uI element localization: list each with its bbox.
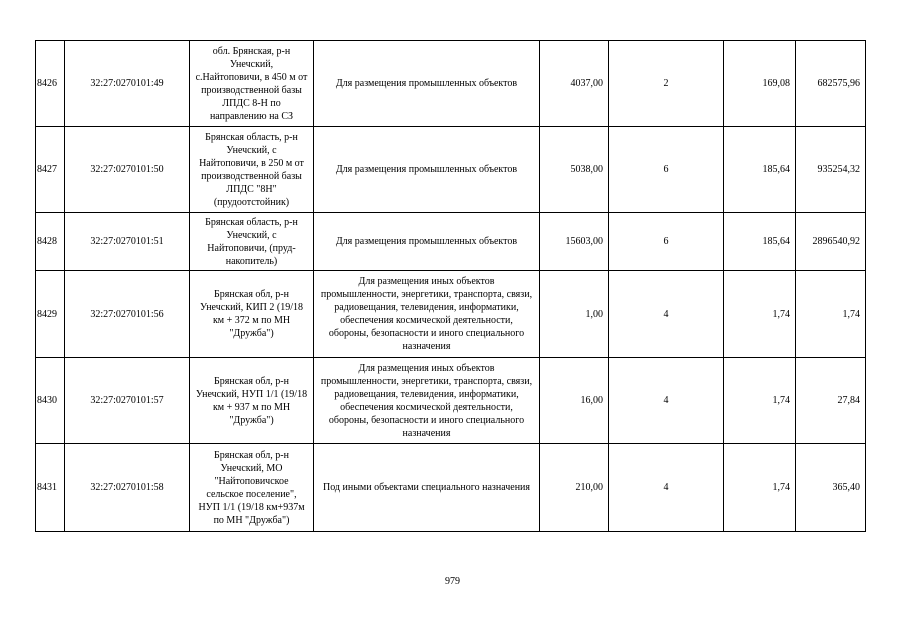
address-line: Брянская область, р-н bbox=[205, 216, 298, 228]
rate-cell: 1,74 bbox=[724, 271, 796, 358]
address-line: (прудоотстойник) bbox=[213, 196, 290, 208]
purpose-line: назначения bbox=[402, 427, 451, 439]
address-line: по МН "Дружба") bbox=[213, 514, 290, 526]
group-cell: 4 bbox=[609, 358, 724, 444]
value-cell: 2896540,92 bbox=[796, 213, 866, 271]
area-cell: 5038,00 bbox=[540, 127, 609, 213]
address-line: Брянская обл, р-н bbox=[214, 449, 289, 461]
purpose-cell bbox=[314, 41, 540, 127]
purpose-line: Для размещения иных объектов bbox=[358, 276, 495, 287]
address-line: с.Найтоповичи, в 450 м от bbox=[195, 71, 308, 83]
purpose-cell bbox=[314, 271, 540, 358]
purpose-line: радиовещания, телевидения, информатики, bbox=[334, 388, 519, 400]
row-number: 8426 bbox=[36, 41, 65, 127]
row-number: 8428 bbox=[36, 213, 65, 271]
area-cell: 4037,00 bbox=[540, 41, 609, 127]
value-cell: 935254,32 bbox=[796, 127, 866, 213]
address-line: сельское поселение", bbox=[206, 488, 297, 500]
land-register-table bbox=[35, 40, 866, 532]
cadastral-number: 32:27:0270101:57 bbox=[65, 358, 190, 444]
purpose-line: обороны, безопасности и иного специального bbox=[328, 414, 525, 426]
address-line: Унечский, с bbox=[226, 144, 277, 156]
area-cell: 210,00 bbox=[540, 444, 609, 532]
address-line: км + 372 м по МН bbox=[212, 315, 291, 326]
purpose-line: радиовещания, телевидения, информатики, bbox=[334, 302, 519, 313]
cadastral-number: 32:27:0270101:58 bbox=[65, 444, 190, 532]
purpose-line: обеспечения космической деятельности, bbox=[340, 401, 513, 413]
address-cell bbox=[190, 41, 314, 127]
table-row bbox=[36, 358, 866, 444]
group-cell: 4 bbox=[609, 271, 724, 358]
address-line: накопитель) bbox=[225, 255, 278, 267]
purpose-line: Для размещения промышленных объектов bbox=[335, 78, 518, 89]
purpose-cell bbox=[314, 127, 540, 213]
row-number: 8427 bbox=[36, 127, 65, 213]
address-line: направлению на СЗ bbox=[209, 110, 294, 122]
table-row bbox=[36, 41, 866, 127]
cadastral-number: 32:27:0270101:49 bbox=[65, 41, 190, 127]
purpose-line: промышленности, энергетики, транспорта, связи, bbox=[320, 375, 533, 387]
address-cell bbox=[190, 213, 314, 271]
address-line: км + 937 м по МН bbox=[212, 401, 291, 413]
purpose-line: Под иными объектами специального назначения bbox=[322, 482, 531, 493]
value-cell: 365,40 bbox=[796, 444, 866, 532]
area-cell: 16,00 bbox=[540, 358, 609, 444]
cadastral-number: 32:27:0270101:56 bbox=[65, 271, 190, 358]
address-line: Брянская обл, р-н bbox=[214, 375, 289, 387]
purpose-line: назначения bbox=[402, 341, 451, 352]
address-line: "Найтоповичское bbox=[214, 475, 289, 487]
purpose-cell bbox=[314, 358, 540, 444]
rate-cell: 185,64 bbox=[724, 213, 796, 271]
cadastral-number: 32:27:0270101:50 bbox=[65, 127, 190, 213]
address-line: Найтоповичи, (пруд- bbox=[207, 242, 296, 254]
rate-cell: 185,64 bbox=[724, 127, 796, 213]
address-line: "Дружба") bbox=[229, 414, 274, 426]
address-line: Унечский, с bbox=[226, 229, 277, 241]
group-cell: 6 bbox=[609, 213, 724, 271]
address-line: Брянская область, р-н bbox=[205, 131, 298, 143]
table-row bbox=[36, 444, 866, 532]
group-cell: 6 bbox=[609, 127, 724, 213]
purpose-line: обеспечения космической деятельности, bbox=[340, 315, 513, 326]
area-cell: 15603,00 bbox=[540, 213, 609, 271]
address-line: обл. Брянская, р-н bbox=[212, 45, 291, 57]
address-cell bbox=[190, 271, 314, 358]
address-cell bbox=[190, 127, 314, 213]
value-cell: 27,84 bbox=[796, 358, 866, 444]
address-line: производственной базы bbox=[201, 84, 302, 96]
address-line: ЛПДС 8-Н по bbox=[222, 97, 281, 109]
table-body bbox=[36, 41, 866, 532]
group-cell: 2 bbox=[609, 41, 724, 127]
address-line: "Дружба") bbox=[229, 328, 274, 339]
purpose-cell bbox=[314, 213, 540, 271]
address-line: НУП 1/1 (19/18 км+937м bbox=[198, 501, 305, 513]
purpose-line: Для размещения иных объектов bbox=[358, 362, 495, 374]
address-line: Найтоповичи, в 250 м от bbox=[199, 157, 304, 169]
value-cell: 1,74 bbox=[796, 271, 866, 358]
address-line: Унечский, МО bbox=[220, 462, 283, 474]
address-line: ЛПДС "8Н" bbox=[226, 183, 277, 195]
address-line: производственной базы bbox=[201, 170, 302, 182]
row-number: 8430 bbox=[36, 358, 65, 444]
address-line: Брянская обл, р-н bbox=[214, 289, 289, 300]
cadastral-number: 32:27:0270101:51 bbox=[65, 213, 190, 271]
page-number: 979 bbox=[445, 576, 460, 587]
value-cell: 682575,96 bbox=[796, 41, 866, 127]
address-line: Унечский, КИП 2 (19/18 bbox=[200, 302, 303, 313]
purpose-line: Для размещения промышленных объектов bbox=[335, 236, 518, 247]
purpose-line: обороны, безопасности и иного специального bbox=[328, 328, 525, 339]
purpose-cell bbox=[314, 444, 540, 532]
purpose-line: промышленности, энергетики, транспорта, связи, bbox=[320, 289, 533, 300]
table-row bbox=[36, 213, 866, 271]
rate-cell: 169,08 bbox=[724, 41, 796, 127]
group-cell: 4 bbox=[609, 444, 724, 532]
row-number: 8429 bbox=[36, 271, 65, 358]
address-line: Унечский, НУП 1/1 (19/18 bbox=[195, 388, 308, 400]
row-number: 8431 bbox=[36, 444, 65, 532]
rate-cell: 1,74 bbox=[724, 444, 796, 532]
address-cell bbox=[190, 444, 314, 532]
area-cell: 1,00 bbox=[540, 271, 609, 358]
rate-cell: 1,74 bbox=[724, 358, 796, 444]
address-cell bbox=[190, 358, 314, 444]
purpose-line: Для размещения промышленных объектов bbox=[335, 164, 518, 175]
address-line: Унечский, bbox=[229, 58, 274, 70]
table-row bbox=[36, 271, 866, 358]
table-row bbox=[36, 127, 866, 213]
